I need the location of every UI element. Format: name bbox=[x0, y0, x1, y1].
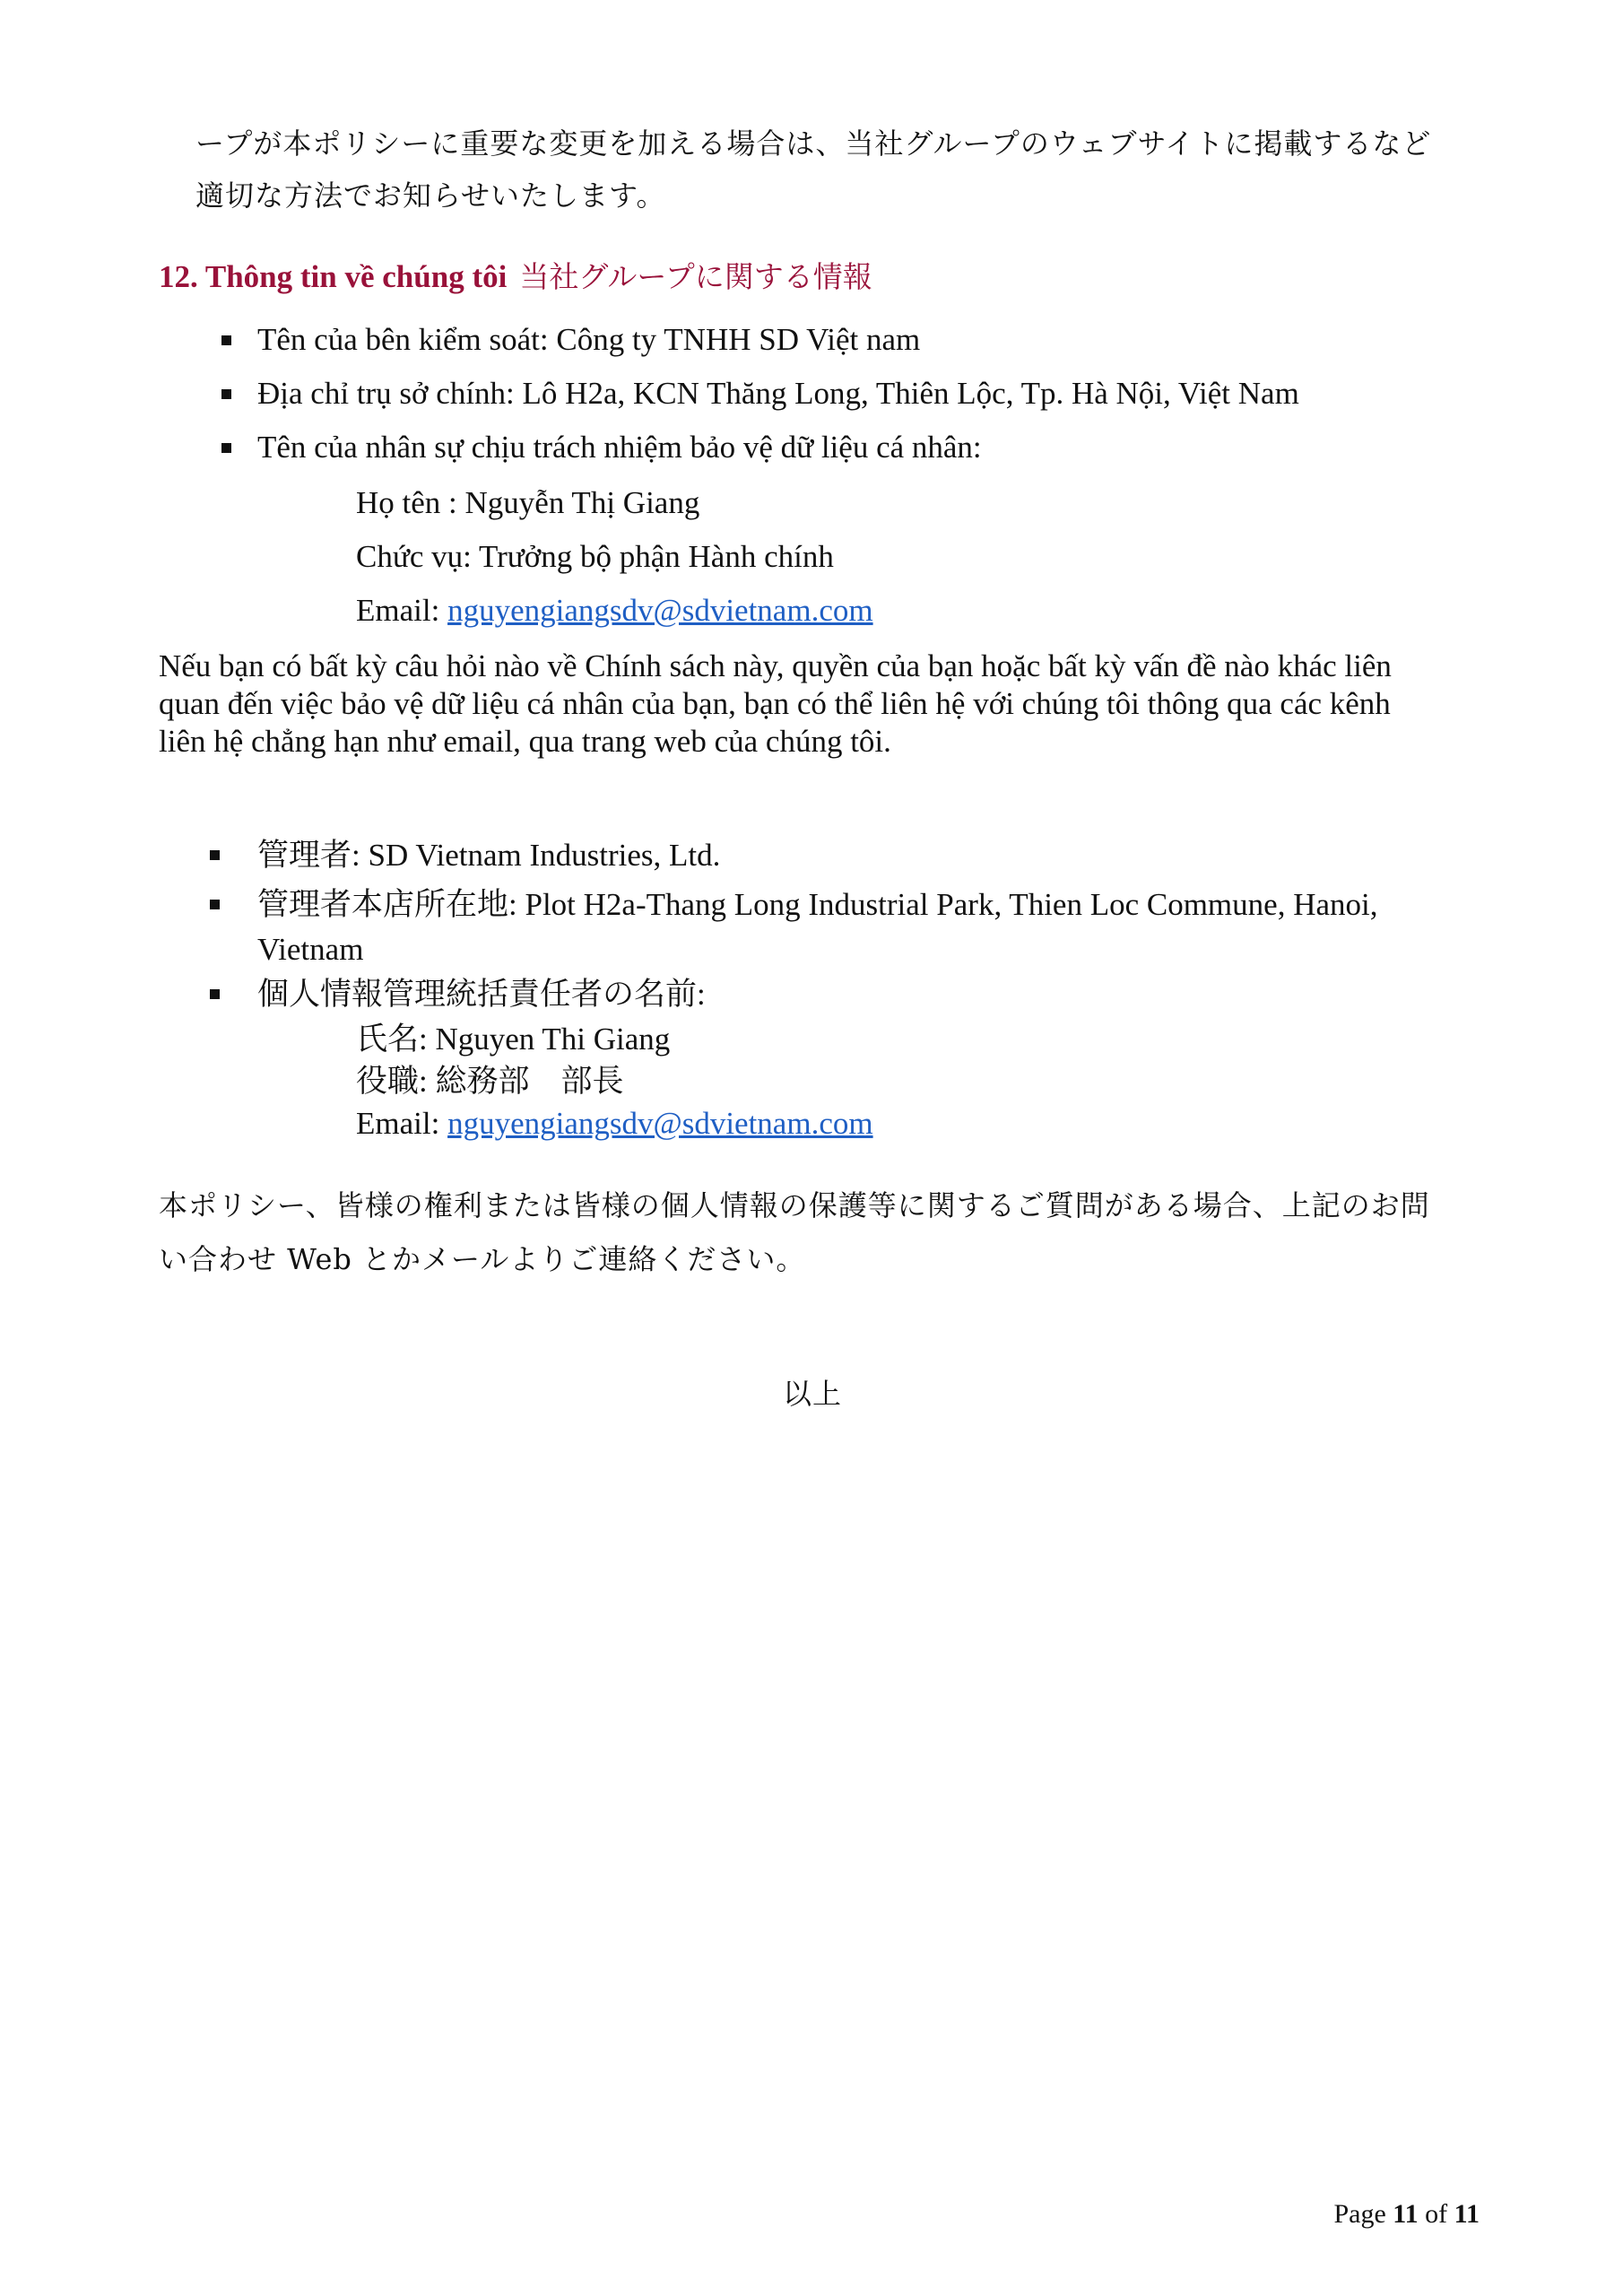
jp-person-position: 役職: 総務部 部長 bbox=[356, 1064, 624, 1099]
vn-email-label: Email: bbox=[356, 593, 448, 628]
intro-jp-line-2: 適切な方法でお知らせいたします。 bbox=[195, 178, 666, 213]
vn-person-position: Chức vụ: Trưởng bộ phận Hành chính bbox=[356, 539, 834, 574]
bullet-icon bbox=[210, 850, 220, 860]
section-heading bbox=[159, 255, 872, 306]
page-of-label: of bbox=[1425, 2199, 1448, 2229]
closing-mark: 以上 bbox=[783, 1377, 843, 1411]
jp-controller-name: 管理者: SD Vietnam Industries, Ltd. bbox=[257, 838, 721, 873]
bullet-icon bbox=[221, 335, 231, 345]
jp-head-office-address-line-1: 管理者本店所在地: Plot H2a-Thang Long Industrial Park, Thien Loc Commune, Hanoi, bbox=[257, 887, 1378, 922]
vn-contact-line-2: quan đến việc bảo vệ dữ liệu cá nhân của bạn, bạn có thể liên hệ với chúng tôi thông qua các kênh bbox=[159, 686, 1391, 721]
vn-head-office-address: Địa chỉ trụ sở chính: Lô H2a, KCN Thăng Long, Thiên Lộc, Tp. Hà Nội, Việt Nam bbox=[257, 376, 1299, 411]
jp-email-label: Email: bbox=[356, 1106, 448, 1141]
page-label: Page bbox=[1333, 2199, 1386, 2229]
jp-contact-line-1: 本ポリシー、皆様の権利または皆様の個人情報の保護等に関するご質問がある場合、上記のお問 bbox=[159, 1188, 1430, 1222]
vn-contact-line-1: Nếu bạn có bất kỳ câu hỏi nào về Chính sách này, quyền của bạn hoặc bất kỳ vấn đề nào khác liên bbox=[159, 648, 1392, 683]
current-page: 11 bbox=[1393, 2199, 1419, 2229]
intro-jp-line-1: ープが本ポリシーに重要な変更を加える場合は、当社グループのウェブサイトに掲載するなど bbox=[195, 126, 1432, 161]
jp-person-name: 氏名: Nguyen Thi Giang bbox=[356, 1022, 671, 1057]
bullet-icon bbox=[210, 989, 220, 999]
jp-responsible-person: 個人情報管理統括責任者の名前: bbox=[257, 977, 706, 1012]
total-pages: 11 bbox=[1454, 2199, 1480, 2229]
jp-email-link[interactable]: nguyengiangsdv@sdvietnam.com bbox=[447, 1106, 873, 1141]
vn-controller-name: Tên của bên kiểm soát: Công ty TNHH SD Việt nam bbox=[257, 322, 921, 357]
section-heading-jp: 当社グループに関する情報 bbox=[519, 259, 872, 294]
section-heading-vn: 12. Thông tin về chúng tôi bbox=[159, 259, 508, 294]
jp-contact-line-2: い合わせ Web とかメールよりご連絡ください。 bbox=[159, 1242, 806, 1276]
vn-email-link[interactable]: nguyengiangsdv@sdvietnam.com bbox=[447, 593, 873, 628]
vn-responsible-person: Tên của nhân sự chịu trách nhiệm bảo vệ dữ liệu cá nhân: bbox=[257, 430, 982, 465]
page-number-footer bbox=[1333, 2199, 1480, 2230]
jp-person-email-row bbox=[356, 1104, 873, 1144]
vn-contact-line-3: liên hệ chẳng hạn như email, qua trang web của chúng tôi. bbox=[159, 724, 891, 759]
vn-person-email-row bbox=[356, 591, 873, 631]
vn-person-name: Họ tên : Nguyễn Thị Giang bbox=[356, 485, 700, 520]
bullet-icon bbox=[221, 443, 231, 453]
bullet-icon bbox=[221, 389, 231, 399]
bullet-icon bbox=[210, 900, 220, 909]
jp-head-office-address-line-2: Vietnam bbox=[257, 932, 364, 967]
